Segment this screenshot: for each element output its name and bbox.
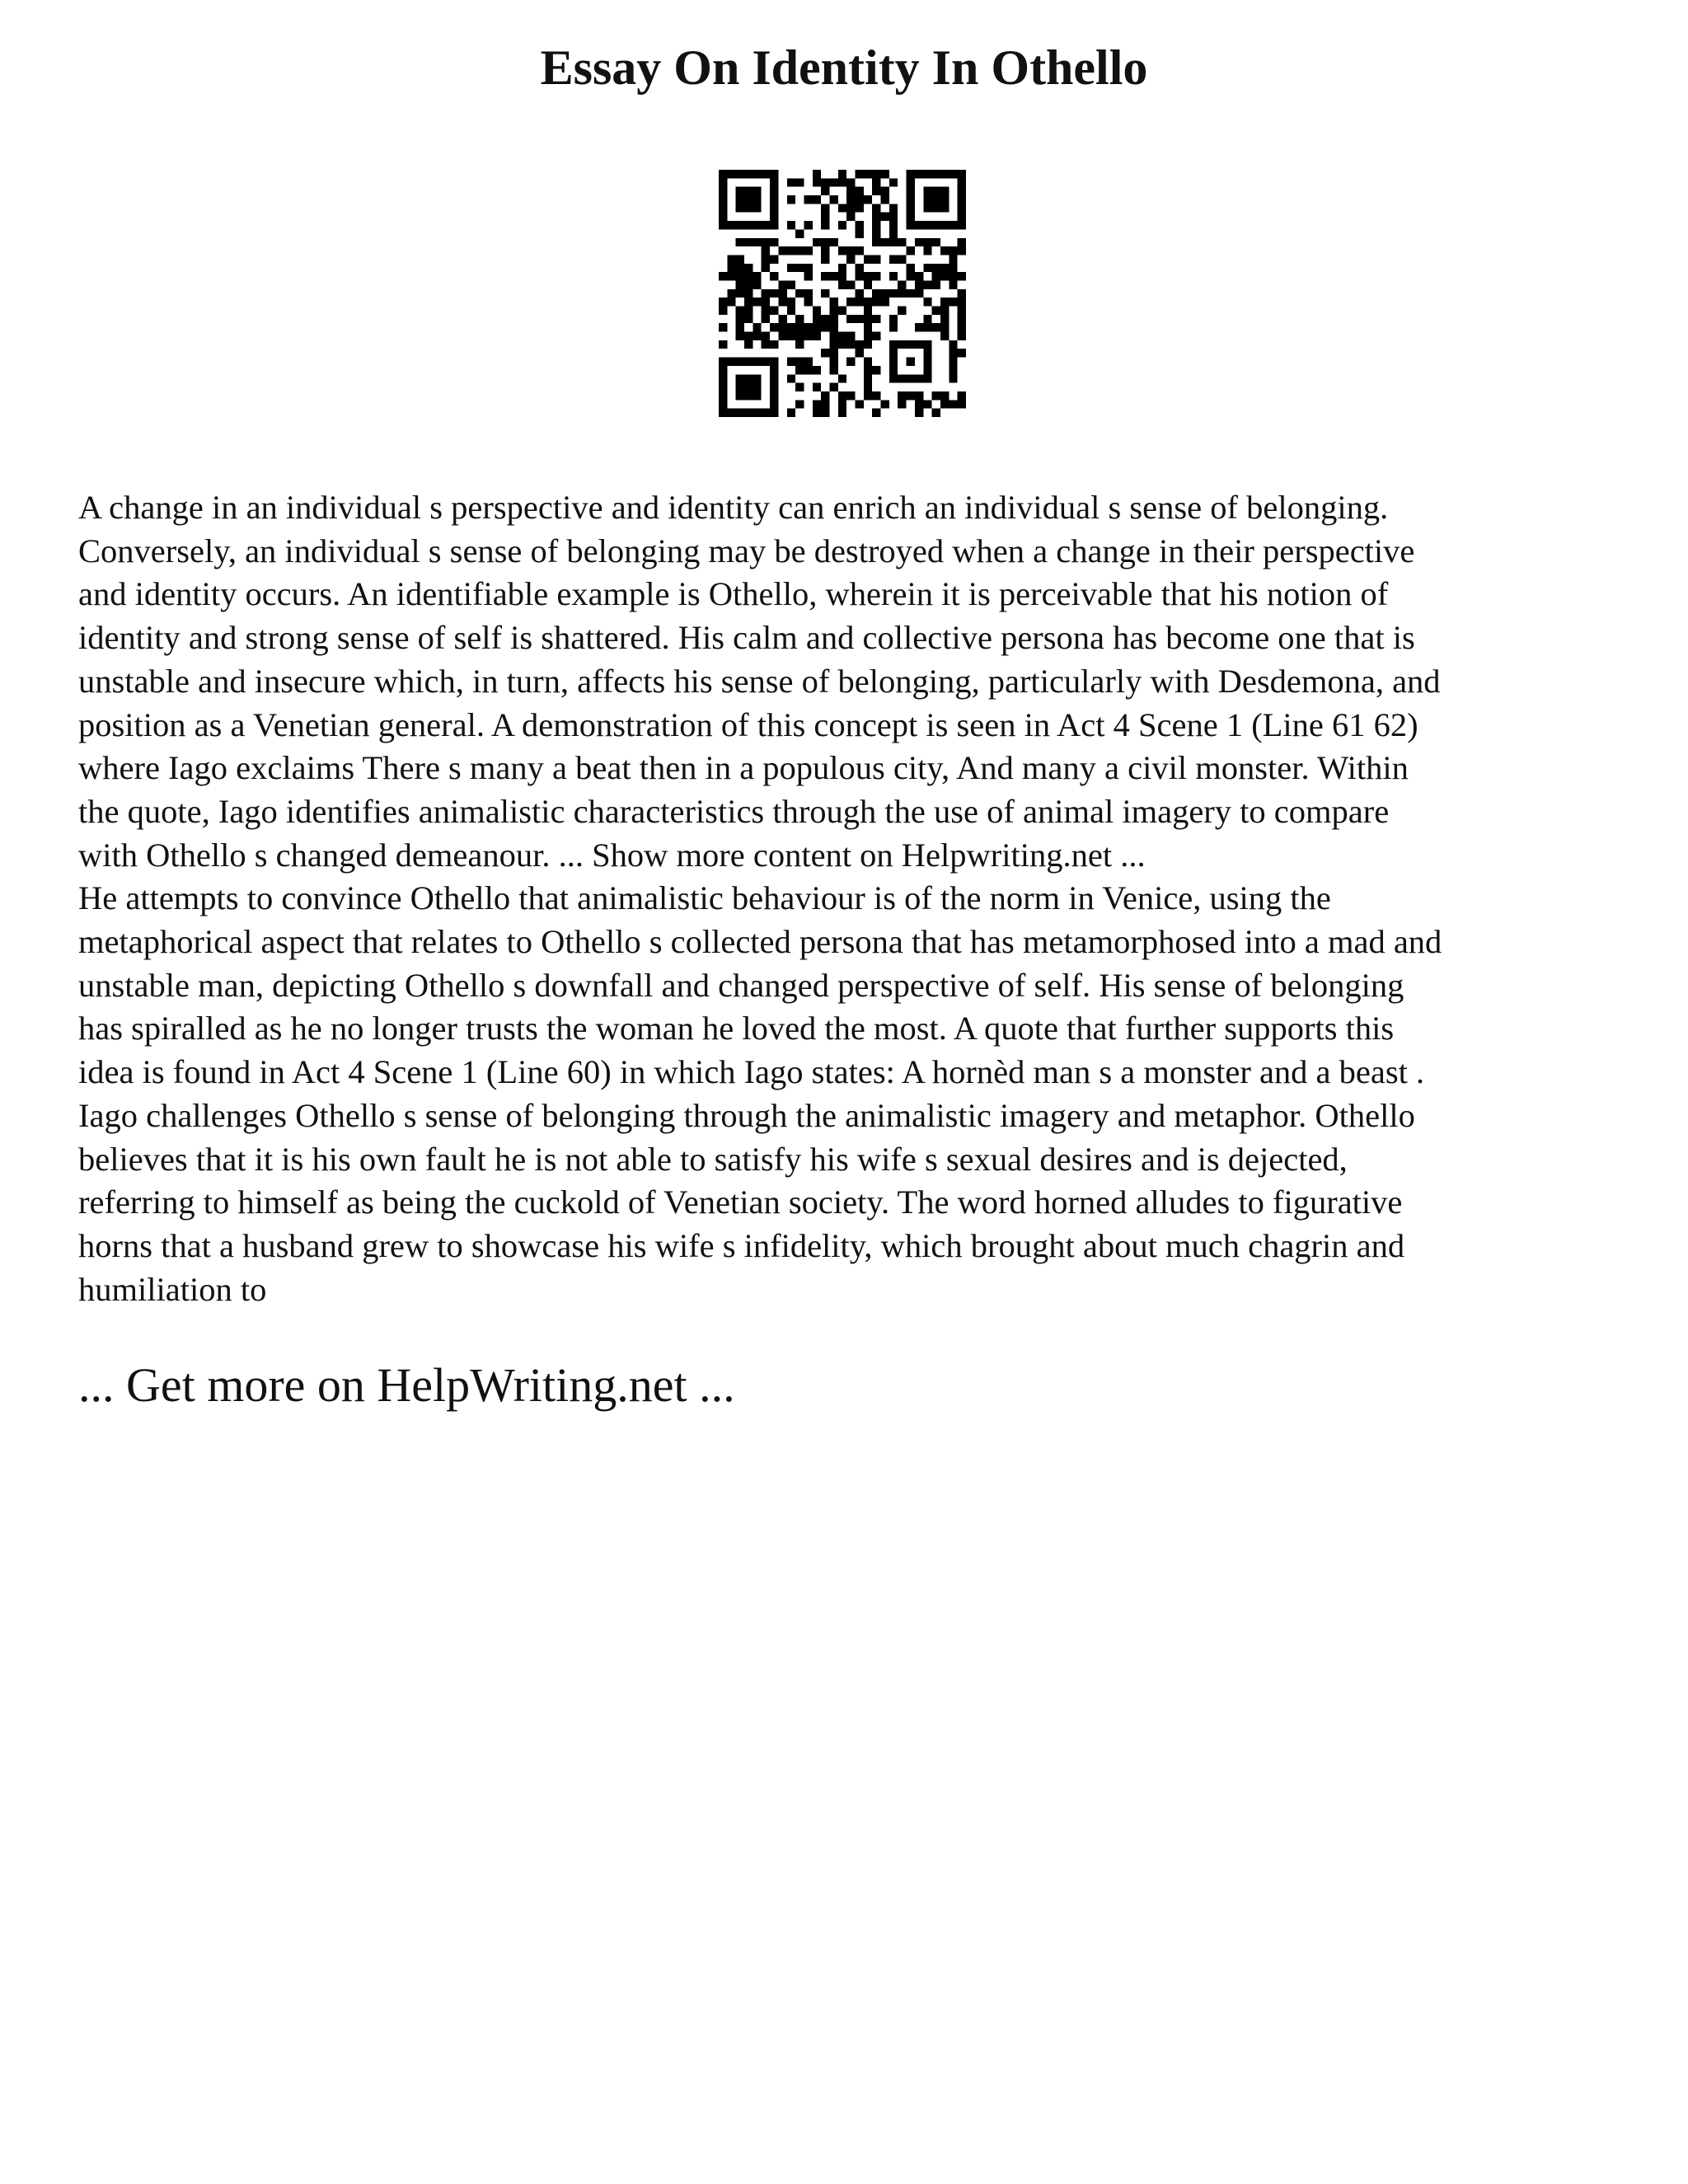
- document-title: Essay On Identity In Othello: [540, 40, 1148, 95]
- essay-line: and identity occurs. An identifiable example is Othello, wherein it is perceivable that his notion of: [78, 575, 1389, 613]
- essay-line: believes that it is his own fault he is not able to satisfy his wife s sexual desires and is dejected,: [78, 1140, 1348, 1178]
- essay-line: humiliation to: [78, 1270, 267, 1308]
- essay-line: unstable man, depicting Othello s downfall and changed perspective of self. His sense of belonging: [78, 966, 1404, 1004]
- essay-line: Iago challenges Othello s sense of belonging through the animalistic imagery and metaphor. Othello: [78, 1096, 1415, 1134]
- get-more-footer: ... Get more on HelpWriting.net ...: [78, 1358, 735, 1412]
- essay-line: identity and strong sense of self is shattered. His calm and collective persona has become one that is: [78, 619, 1415, 657]
- essay-line: with Othello s changed demeanour. ... Show more content on Helpwriting.net ...: [78, 836, 1146, 874]
- essay-line: A change in an individual s perspective and identity can enrich an individual s sense of belonging.: [78, 489, 1389, 526]
- essay-line: unstable and insecure which, in turn, affects his sense of belonging, particularly with Desdemona, and: [78, 662, 1441, 700]
- essay-line: metaphorical aspect that relates to Othello s collected persona that has metamorphosed into a mad and: [78, 923, 1442, 961]
- essay-body: [78, 486, 1628, 1311]
- qr-code-icon: [719, 170, 966, 417]
- essay-line: referring to himself as being the cuckold of Venetian society. The word horned alludes to figurative: [78, 1183, 1403, 1221]
- essay-line: where Iago exclaims There s many a beat then in a populous city, And many a civil monster. Within: [78, 749, 1409, 787]
- essay-line: He attempts to convince Othello that animalistic behaviour is of the norm in Venice, using the: [78, 879, 1331, 917]
- essay-line: the quote, Iago identifies animalistic characteristics through the use of animal imagery to compare: [78, 792, 1390, 830]
- essay-line: idea is found in Act 4 Scene 1 (Line 60) in which Iago states: A hornèd man s a monster and a beast .: [78, 1053, 1425, 1091]
- essay-line: position as a Venetian general. A demonstration of this concept is seen in Act 4 Scene 1 (Line 61 62): [78, 705, 1418, 743]
- essay-line: has spiralled as he no longer trusts the woman he loved the most. A quote that further supports this: [78, 1010, 1395, 1047]
- essay-line: horns that a husband grew to showcase his wife s infidelity, which brought about much chagrin and: [78, 1226, 1405, 1264]
- essay-line: Conversely, an individual s sense of belonging may be destroyed when a change in their perspective: [78, 532, 1415, 569]
